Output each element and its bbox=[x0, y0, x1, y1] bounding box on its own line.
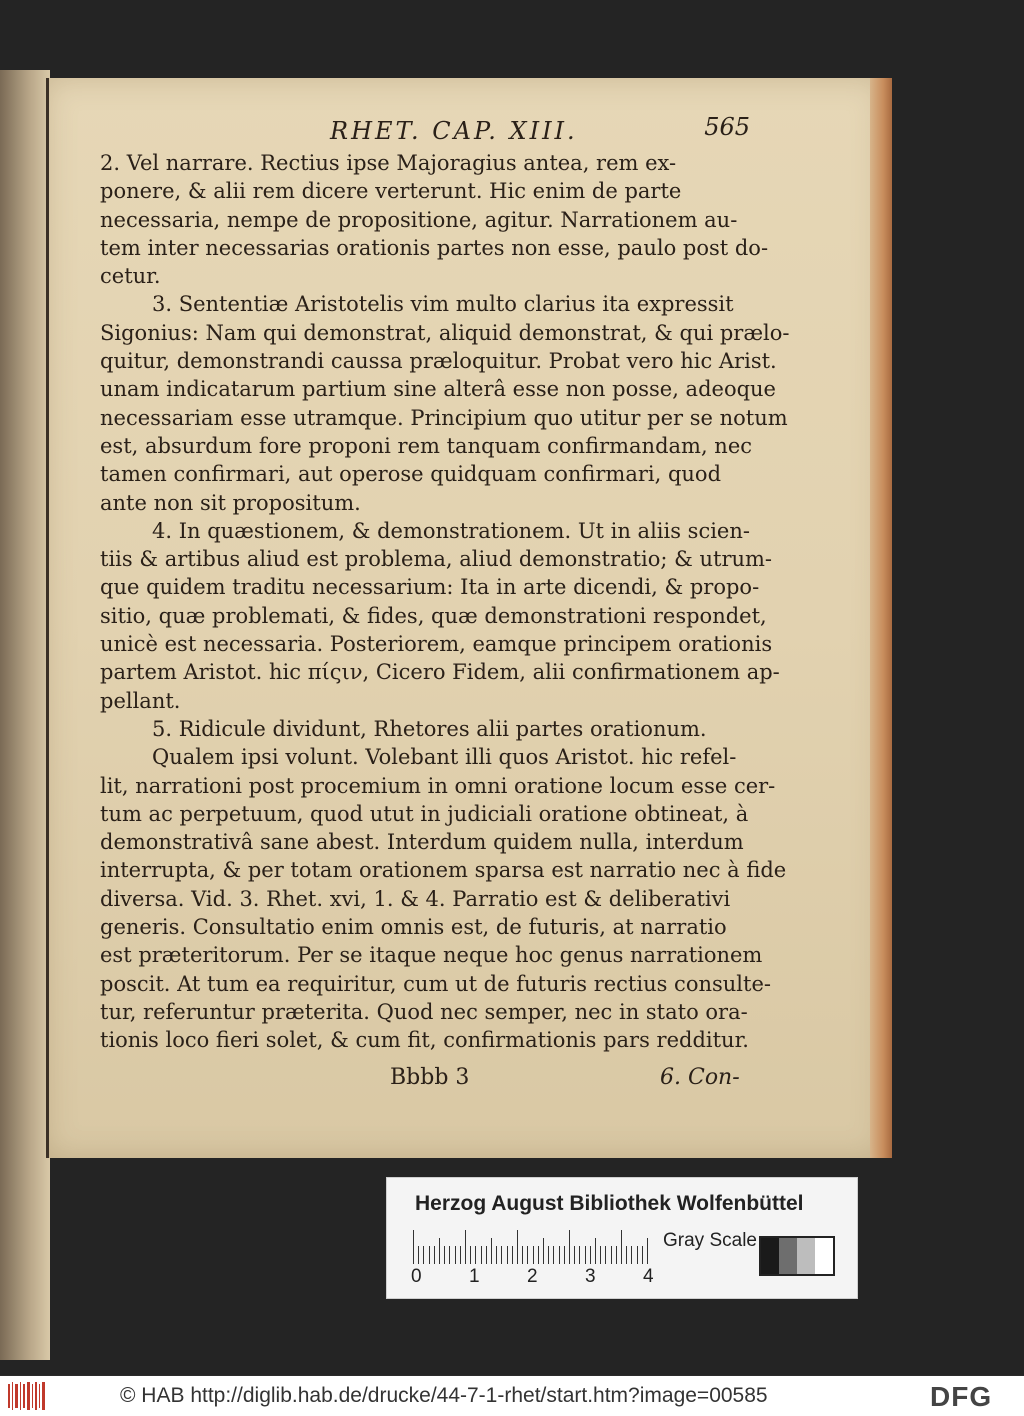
ruler-tick bbox=[631, 1246, 632, 1264]
dfg-logo: DFG bbox=[930, 1381, 993, 1412]
ruler-number: 0 bbox=[411, 1266, 422, 1287]
ruler-tick bbox=[496, 1246, 497, 1264]
text-line: 3. Sententiæ Aristotelis vim multo clarius ita expressit bbox=[152, 292, 734, 317]
ruler-tick bbox=[564, 1246, 565, 1264]
viewer-footer bbox=[0, 1376, 1024, 1416]
gray-step bbox=[779, 1238, 797, 1274]
ruler-number: 4 bbox=[643, 1266, 654, 1287]
ruler-tick bbox=[548, 1246, 549, 1264]
ruler-tick bbox=[481, 1246, 482, 1264]
scale-card-title: Herzog August Bibliothek Wolfenbüttel bbox=[415, 1192, 804, 1215]
ruler-tick bbox=[590, 1246, 591, 1264]
ruler-tick bbox=[460, 1246, 461, 1264]
text-line: tionis loco fieri solet, & cum fit, confirmationis pars redditur. bbox=[100, 1028, 749, 1053]
page-number: 565 bbox=[704, 113, 750, 141]
text-line: pellant. bbox=[100, 688, 181, 713]
ruler-tick bbox=[574, 1246, 575, 1264]
ruler-number: 2 bbox=[527, 1266, 538, 1287]
ruler-tick bbox=[522, 1246, 523, 1264]
ruler bbox=[413, 1230, 649, 1264]
text-line: tum ac perpetuum, quod utut in judiciali oratione obtineat, à bbox=[100, 801, 749, 826]
gray-scale-label: Gray Scale bbox=[663, 1230, 757, 1251]
ruler-tick bbox=[512, 1246, 513, 1264]
ruler-tick bbox=[579, 1246, 580, 1264]
ruler-tick bbox=[616, 1246, 617, 1264]
text-line: est præteritorum. Per se itaque neque hoc genus narrationem bbox=[100, 943, 763, 968]
running-head-title: RHET. CAP. XIII. bbox=[330, 117, 578, 145]
ruler-tick bbox=[543, 1238, 544, 1264]
text-line: 5. Ridicule dividunt, Rhetores alii partes orationum. bbox=[152, 716, 707, 741]
text-line: ante non sit propositum. bbox=[100, 490, 361, 515]
ruler-tick bbox=[439, 1238, 440, 1264]
text-line: tem inter necessarias orationis partes non esse, paulo post do- bbox=[100, 235, 769, 260]
ruler-tick bbox=[491, 1238, 492, 1264]
ruler-tick bbox=[455, 1246, 456, 1264]
ruler-tick bbox=[465, 1230, 466, 1264]
ruler-tick bbox=[501, 1246, 502, 1264]
catchword: 6. Con- bbox=[660, 1064, 740, 1090]
ruler-tick bbox=[429, 1246, 430, 1264]
gray-step bbox=[815, 1238, 833, 1274]
ruler-tick bbox=[486, 1246, 487, 1264]
text-line: est, absurdum fore proponi rem tanquam confirmandam, nec bbox=[100, 433, 753, 458]
text-line: sitio, quæ problemati, & fides, quæ demonstrationi respondet, bbox=[100, 603, 767, 628]
ruler-tick bbox=[611, 1246, 612, 1264]
text-line: tur, referuntur præterita. Quod nec semper, nec in stato ora- bbox=[100, 999, 748, 1024]
text-line: necessaria, nempe de propositione, agitur. Narrationem au- bbox=[100, 207, 738, 232]
text-line: tamen confirmari, aut operose quidquam confirmari, quod bbox=[100, 462, 722, 487]
gray-step bbox=[797, 1238, 815, 1274]
ruler-tick bbox=[605, 1246, 606, 1264]
text-line: poscit. At tum ea requiritur, cum ut de futuris rectius consulte- bbox=[100, 971, 771, 996]
ruler-number: 1 bbox=[469, 1266, 480, 1287]
ruler-tick bbox=[585, 1246, 586, 1264]
page-text bbox=[100, 105, 790, 1101]
ruler-tick bbox=[413, 1230, 414, 1264]
barcode-icon bbox=[8, 1382, 46, 1410]
text-line: lit, narrationi post procemium in omni oratione locum esse cer- bbox=[100, 773, 776, 798]
ruler-tick bbox=[527, 1246, 528, 1264]
ruler-tick bbox=[533, 1246, 534, 1264]
text-line: que quidem traditu necessarium: Ita in arte dicendi, & propo- bbox=[100, 575, 760, 600]
ruler-tick bbox=[444, 1246, 445, 1264]
running-head bbox=[100, 105, 750, 149]
ruler-tick bbox=[559, 1246, 560, 1264]
text-line: ponere, & alii rem dicere verterunt. Hic enim de parte bbox=[100, 179, 682, 204]
color-scale-card bbox=[386, 1177, 858, 1299]
ruler-tick bbox=[475, 1246, 476, 1264]
ruler-tick bbox=[595, 1238, 596, 1264]
text-lines bbox=[100, 149, 790, 1055]
page-fore-edge bbox=[870, 78, 892, 1158]
page-foot bbox=[100, 1057, 740, 1101]
signature-mark: Bbbb 3 bbox=[390, 1064, 470, 1090]
text-line: unicè est necessaria. Posteriorem, eamque principem orationis bbox=[100, 632, 773, 657]
text-line: Sigonius: Nam qui demonstrat, aliquid demonstrat, & qui prælo- bbox=[100, 320, 790, 345]
ruler-tick bbox=[621, 1230, 622, 1264]
text-line: interrupta, & per totam orationem sparsa est narratio nec à fide bbox=[100, 858, 787, 883]
text-line: quitur, demonstrandi caussa præloquitur. Probat vero hic Arist. bbox=[100, 349, 777, 374]
text-line: 4. In quæstionem, & demonstrationem. Ut in aliis scien- bbox=[152, 518, 750, 543]
text-line: Qualem ipsi volunt. Volebant illi quos Aristot. hic refel- bbox=[152, 745, 737, 770]
ruler-tick bbox=[553, 1246, 554, 1264]
ruler-tick bbox=[642, 1246, 643, 1264]
ruler-tick bbox=[647, 1238, 648, 1264]
ruler-tick bbox=[600, 1246, 601, 1264]
ruler-tick bbox=[449, 1246, 450, 1264]
ruler-tick bbox=[434, 1246, 435, 1264]
text-line: cetur. bbox=[100, 264, 161, 289]
ruler-tick bbox=[423, 1246, 424, 1264]
text-line: unam indicatarum partium sine alterâ esse non posse, adeoque bbox=[100, 377, 776, 402]
gray-scale-steps bbox=[759, 1236, 835, 1276]
text-line: 2. Vel narrare. Rectius ipse Majoragius antea, rem ex- bbox=[100, 151, 677, 175]
ruler-tick bbox=[418, 1246, 419, 1264]
ruler-tick bbox=[637, 1246, 638, 1264]
text-line: generis. Consultatio enim omnis est, de futuris, at narratio bbox=[100, 915, 727, 940]
ruler-tick bbox=[569, 1230, 570, 1264]
ruler-tick bbox=[470, 1246, 471, 1264]
text-line: diversa. Vid. 3. Rhet. xvi, 1. & 4. Parratio est & deliberativi bbox=[100, 886, 731, 911]
left-page-edge bbox=[0, 70, 50, 1360]
gray-step bbox=[761, 1238, 779, 1274]
ruler-tick bbox=[626, 1246, 627, 1264]
ruler-tick bbox=[517, 1230, 518, 1264]
text-line: necessariam esse utramque. Principium quo utitur per se notum bbox=[100, 405, 788, 430]
ruler-number: 3 bbox=[585, 1266, 596, 1287]
text-line: demonstrativâ sane abest. Interdum quidem nulla, interdum bbox=[100, 830, 744, 855]
text-line: partem Aristot. hic πίςιν, Cicero Fidem, alii confirmationem ap- bbox=[100, 660, 780, 685]
source-url-link[interactable]: © HAB http://diglib.hab.de/drucke/44-7-1-rhet/start.htm?image=00585 bbox=[120, 1384, 768, 1407]
text-line: tiis & artibus aliud est problema, aliud demonstratio; & utrum- bbox=[100, 547, 773, 572]
ruler-tick bbox=[538, 1246, 539, 1264]
page-gutter bbox=[46, 78, 49, 1158]
ruler-tick bbox=[507, 1246, 508, 1264]
